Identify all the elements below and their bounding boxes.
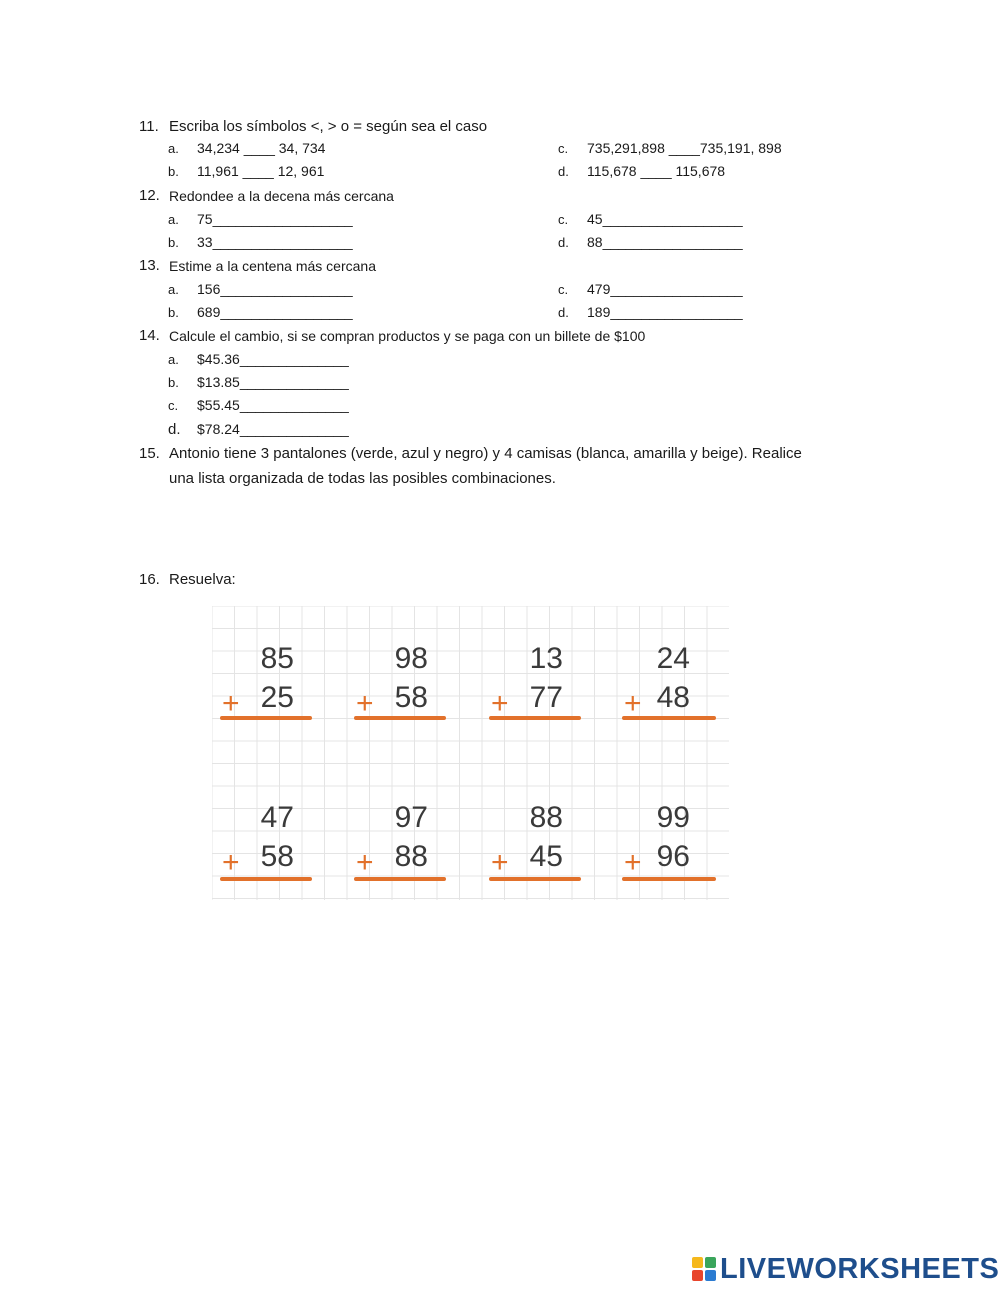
addend-top: 85: [260, 642, 294, 675]
q12-b-item[interactable]: 33__________________: [197, 234, 353, 250]
q14-d-letter: d.: [168, 421, 181, 438]
addend-top: 88: [529, 801, 563, 834]
q13-prompt: Estime a la centena más cercana: [169, 258, 376, 274]
q14-d-item[interactable]: $78.24______________: [197, 421, 349, 437]
q11-c-item[interactable]: 735,291,898 ____735,191, 898: [587, 140, 782, 156]
plus-sign: +: [356, 687, 374, 720]
q11-number: 11.: [139, 118, 159, 135]
addend-top: 99: [656, 801, 690, 834]
q11-b-item[interactable]: 11,961 ____ 12, 961: [197, 163, 325, 179]
q11-c-letter: c.: [558, 141, 569, 156]
q11-a-item[interactable]: 34,234 ____ 34, 734: [197, 140, 326, 156]
q15-number: 15.: [139, 445, 160, 462]
q13-b-item[interactable]: 689_________________: [197, 304, 353, 320]
q13-d-letter: d.: [558, 305, 569, 320]
plus-sign: +: [222, 846, 240, 879]
addend-top: 13: [529, 642, 563, 675]
q12-c-letter: c.: [558, 212, 569, 227]
q15-prompt-line2: una lista organizada de todas las posibles combinaciones.: [169, 470, 556, 487]
q13-c-letter: c.: [558, 282, 569, 297]
q13-a-letter: a.: [168, 282, 179, 297]
q14-a-letter: a.: [168, 352, 179, 367]
addend-bottom: 96: [656, 840, 690, 873]
addend-bottom: 25: [260, 681, 294, 714]
q11-d-letter: d.: [558, 164, 569, 179]
q11-prompt: Escriba los símbolos <, > o = según sea el caso: [169, 118, 488, 135]
addend-bottom: 58: [260, 840, 294, 873]
q12-prompt: Redondee a la decena más cercana: [169, 188, 394, 204]
addend-top: 97: [394, 801, 428, 834]
q14-prompt: Calcule el cambio, si se compran productos y se paga con un billete de $100: [169, 328, 646, 344]
q12-b-letter: b.: [168, 235, 179, 250]
q15-prompt-line1: Antonio tiene 3 pantalones (verde, azul y negro) y 4 camisas (blanca, amarilla y beige). Realice: [169, 445, 802, 462]
q13-c-item[interactable]: 479_________________: [587, 281, 743, 297]
addend-bottom: 77: [529, 681, 563, 714]
q12-d-item[interactable]: 88__________________: [587, 234, 743, 250]
q12-number: 12.: [139, 187, 160, 204]
q14-c-letter: c.: [168, 398, 179, 413]
plus-sign: +: [491, 846, 509, 879]
addend-bottom: 58: [394, 681, 428, 714]
q12-a-letter: a.: [168, 212, 179, 227]
q14-b-item[interactable]: $13.85______________: [197, 374, 349, 390]
q13-b-letter: b.: [168, 305, 179, 320]
q14-number: 14.: [139, 327, 160, 344]
q14-a-item[interactable]: $45.36______________: [197, 351, 349, 367]
addend-bottom: 48: [656, 681, 690, 714]
q11-d-item[interactable]: 115,678 ____ 115,678: [587, 163, 726, 179]
plus-sign: +: [491, 687, 509, 720]
plus-sign: +: [222, 687, 240, 720]
liveworksheets-logo-icon: [692, 1257, 716, 1281]
q13-a-item[interactable]: 156_________________: [197, 281, 353, 297]
q11-b-letter: b.: [168, 164, 179, 179]
addition-problem[interactable]: [624, 801, 714, 879]
addend-bottom: 88: [394, 840, 428, 873]
q13-number: 13.: [139, 257, 160, 274]
addition-grid-svg: [212, 606, 729, 900]
addition-problem[interactable]: [222, 801, 310, 879]
q12-c-item[interactable]: 45__________________: [587, 211, 743, 227]
q16-number: 16.: [139, 571, 160, 588]
addend-top: 24: [656, 642, 690, 675]
addition-problem[interactable]: [624, 642, 714, 720]
q16-prompt: Resuelva:: [169, 571, 236, 588]
addition-problem[interactable]: [222, 642, 310, 720]
q12-d-letter: d.: [558, 235, 569, 250]
addition-grid-figure: [212, 606, 729, 900]
q14-c-item[interactable]: $55.45______________: [197, 397, 349, 413]
addend-top: 98: [394, 642, 428, 675]
addend-top: 47: [260, 801, 294, 834]
q12-a-item[interactable]: 75__________________: [197, 211, 353, 227]
brand-text: LIVEWORKSHEETS: [720, 1252, 1000, 1285]
plus-sign: +: [356, 846, 374, 879]
addend-bottom: 45: [529, 840, 563, 873]
q14-b-letter: b.: [168, 375, 179, 390]
q13-d-item[interactable]: 189_________________: [587, 304, 743, 320]
liveworksheets-brand: [692, 1253, 999, 1285]
plus-sign: +: [624, 846, 642, 879]
q11-a-letter: a.: [168, 141, 179, 156]
plus-sign: +: [624, 687, 642, 720]
